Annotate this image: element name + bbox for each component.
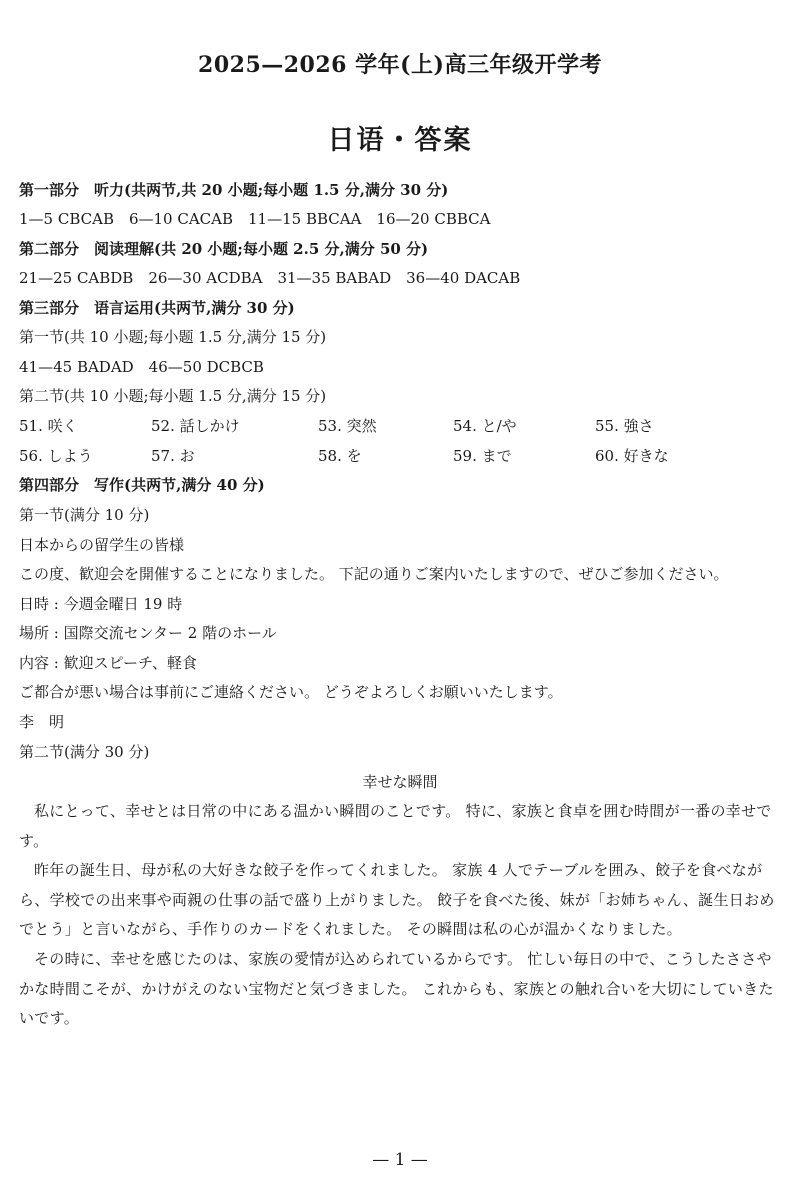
- answer-53: 53. 突然: [318, 417, 377, 435]
- part4-section1-heading: 第一节(满分 10 分): [19, 506, 150, 524]
- essay-paragraph-3: その時に、幸せを感じたのは、家族の愛情が込められているからです。 忙しい毎日の中で、こうしたささやかな時間こそが、かけがえのない宝物だと気づきました。 これからも、家族との触れ合いを大切にしていきたいです。: [19, 950, 774, 1027]
- part3-section1-heading: 第一节(共 10 小题;每小题 1.5 分,满分 15 分): [19, 328, 327, 346]
- answer-58: 58. を: [318, 447, 362, 465]
- answer-60: 60. 好きな: [595, 447, 669, 465]
- answer-55: 55. 強さ: [595, 417, 654, 435]
- part4-heading: 第四部分 写作(共两节,满分 40 分): [19, 476, 265, 494]
- letter-datetime: 日時 : 今週金曜日 19 時: [19, 595, 183, 613]
- part3-section2-heading: 第二节(共 10 小题;每小题 1.5 分,满分 15 分): [19, 387, 327, 405]
- part3-heading: 第三部分 语言运用(共两节,满分 30 分): [19, 299, 295, 317]
- letter-greeting: 日本からの留学生の皆様: [19, 536, 185, 554]
- answer-row-56-60: [19, 446, 789, 466]
- letter-body: この度、歓迎会を開催することになりました。 下記の通りご案内いたしますので、ぜひご参加ください。: [19, 565, 729, 583]
- part2-heading: 第二部分 阅读理解(共 20 小题;每小题 2.5 分,满分 50 分): [19, 240, 429, 258]
- letter-place: 場所 : 国際交流センター 2 階のホール: [19, 624, 277, 642]
- part2-answers: 21—25 CABDB 26—30 ACDBA 31—35 BABAD 36—40 DACAB: [19, 269, 521, 287]
- part4-section2-heading: 第二节(满分 30 分): [19, 743, 150, 761]
- answer-56: 56. しよう: [19, 447, 93, 465]
- answer-row-51-55: [19, 416, 789, 436]
- letter-content: 内容 : 歓迎スピーチ、軽食: [19, 654, 197, 672]
- essay-title: 幸せな瞬間: [362, 773, 438, 791]
- part1-heading: 第一部分 听力(共两节,共 20 小题;每小题 1.5 分,满分 30 分): [19, 181, 449, 199]
- essay-paragraph-1: 私にとって、幸せとは日常の中にある温かい瞬間のことです。 特に、家族と食卓を囲む時間が一番の幸せです。: [19, 802, 772, 850]
- exam-title: 2025—2026 学年(上)高三年级开学考: [198, 52, 602, 78]
- part1-answers: 1—5 CBCAB 6—10 CACAB 11—15 BBCAA 16—20 CBBCA: [19, 210, 491, 228]
- essay-paragraph-2: 昨年の誕生日、母が私の大好きな餃子を作ってくれました。 家族 4 人でテーブルを囲み、餃子を食べながら、学校での出来事や両親の仕事の話で盛り上がりました。 餃子を食べた後、妹が「お姉ちゃん、誕生日おめでとう」と言いながら、手作りのカードをくれました。 その瞬間は私の心が温かくなりました。: [19, 861, 775, 938]
- page-number: — 1 —: [372, 1150, 428, 1170]
- answer-59: 59. まで: [453, 447, 512, 465]
- letter-signature: 李 明: [19, 713, 65, 731]
- part3-section1-answers: 41—45 BADAD 46—50 DCBCB: [19, 358, 264, 376]
- answer-52: 52. 話しかけ: [151, 417, 240, 435]
- answer-57: 57. お: [151, 447, 195, 465]
- answer-key-title: 日语・答案: [327, 125, 473, 156]
- letter-closing: ご都合が悪い場合は事前にご連絡ください。 どうぞよろしくお願いいたします。: [19, 683, 563, 701]
- answer-51: 51. 咲く: [19, 417, 78, 435]
- answer-54: 54. と/や: [453, 417, 517, 435]
